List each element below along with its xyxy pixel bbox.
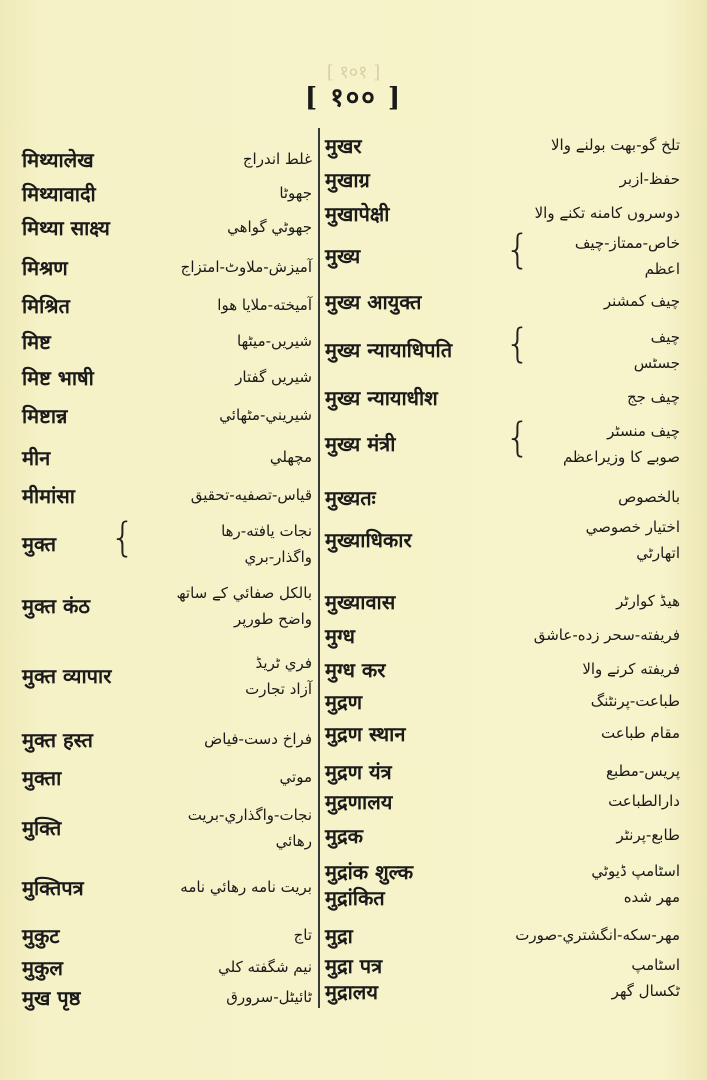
- entry-gloss: مچهلي: [269, 448, 312, 466]
- entry-headword: मीन: [22, 446, 51, 470]
- entry-gloss: بريت نامه رهائي نامه: [180, 878, 312, 896]
- entry-headword: मुद्रा: [325, 924, 353, 948]
- entry-gloss: طابع-پرنٹر: [616, 826, 680, 844]
- entry-headword: मिथ्यालेख: [22, 148, 94, 172]
- entry-gloss: اعظم: [644, 260, 680, 278]
- entry-gloss: فريفته-سحر زده-عاشق: [533, 626, 680, 644]
- entry-gloss: تاج: [293, 926, 312, 944]
- entry-gloss: واضح طورپر: [234, 610, 312, 628]
- entry-headword: मुकुट: [22, 924, 60, 948]
- entry-headword: मुख्य न्यायाधीश: [325, 386, 438, 410]
- entry-headword: मुख्याधिकार: [325, 528, 412, 552]
- entry-gloss: خاص-ممتاز-چيف: [574, 234, 680, 252]
- entry-gloss: هيڈ كوارٹر: [616, 592, 680, 610]
- grouping-brace: {: [505, 415, 531, 461]
- entry-gloss: فراخ دست-فياض: [204, 730, 312, 748]
- entry-gloss: شيريں گفتار: [235, 368, 312, 386]
- entry-gloss: اختيار خصوصي: [585, 518, 680, 536]
- entry-gloss: تلخ گو-بهت بولنے والا: [550, 136, 680, 154]
- entry-gloss: شيريني-مٹهائي: [219, 406, 312, 424]
- grouping-brace: {: [110, 515, 136, 561]
- entry-gloss: آميزش-ملاوٹ-امتزاج: [180, 258, 312, 276]
- entry-gloss: رهائي: [275, 832, 312, 850]
- right-column: [325, 128, 680, 1008]
- entry-headword: मुख्य मंत्री: [325, 432, 396, 456]
- entry-gloss: جسٹس: [633, 354, 680, 372]
- entry-headword: मुक्त हस्त: [22, 728, 93, 752]
- entry-headword: मुख्य: [325, 244, 361, 268]
- entry-gloss: اسٹامپ: [631, 956, 680, 974]
- page-number: [ १०० ]: [304, 83, 403, 113]
- entry-gloss: دوسروں كامنه تكنے والا: [534, 204, 680, 222]
- entry-gloss: قياس-تصفيه-تحقيق: [190, 486, 312, 504]
- entry-gloss: موتي: [279, 768, 312, 786]
- entry-headword: मुक्ता: [22, 766, 62, 790]
- entry-gloss: طباعت-پرنٹنگ: [590, 692, 680, 710]
- entry-gloss: مهر شده: [623, 888, 680, 906]
- entry-headword: मिष्ट: [22, 330, 51, 354]
- entry-gloss: بالكل صفائي كے ساتھ: [176, 584, 312, 602]
- entry-gloss: آزاد تجارت: [245, 680, 312, 698]
- entry-headword: मुख्य आयुक्त: [325, 290, 422, 314]
- entry-gloss: پريس-مطبع: [605, 762, 680, 780]
- entry-gloss: چيف: [650, 328, 680, 346]
- entry-headword: मुद्रणालय: [325, 790, 393, 814]
- entry-headword: मुखापेक्षी: [325, 202, 390, 226]
- entry-gloss: دارالطباعت: [608, 792, 680, 810]
- entry-headword: मुख्यतः: [325, 486, 376, 510]
- entry-headword: मुद्रालय: [325, 980, 378, 1004]
- entry-gloss: ٹائيٹل-سرورق: [226, 988, 312, 1006]
- entry-headword: मुखर: [325, 134, 362, 158]
- entry-gloss: فري ٹريڈ: [255, 654, 312, 672]
- entry-gloss: نجات يافته-رها: [221, 522, 312, 540]
- entry-headword: मिश्रण: [22, 256, 68, 280]
- entry-headword: मुख्य न्यायाधिपति: [325, 338, 453, 362]
- entry-headword: मिथ्यावादी: [22, 182, 96, 206]
- entry-headword: मुद्रण स्थान: [325, 722, 406, 746]
- entry-headword: मुक्तिपत्र: [22, 876, 84, 900]
- entry-gloss: نجات-واگذاري-بريت: [187, 806, 312, 824]
- entry-gloss: بالخصوص: [618, 488, 680, 506]
- entry-headword: मुखाग्र: [325, 168, 370, 192]
- entry-headword: मुक्ति: [22, 816, 62, 840]
- entry-gloss: واگذار-بري: [244, 548, 312, 566]
- entry-headword: मुक्त व्यापार: [22, 664, 112, 688]
- entry-gloss: مهر-سكه-انگشتري-صورت: [515, 926, 680, 944]
- entry-gloss: جھوٹي گواهي: [227, 218, 312, 236]
- entry-headword: मुद्रांक शुल्क: [325, 860, 414, 884]
- entry-headword: मुख पृष्ठ: [22, 986, 81, 1010]
- entry-gloss: ٹكسال گهر: [611, 982, 680, 1000]
- entry-headword: मुख्यावास: [325, 590, 396, 614]
- entry-gloss: فريفته كرنے والا: [582, 660, 680, 678]
- entry-headword: मुद्रण: [325, 690, 363, 714]
- entry-gloss: حفظ-ازبر: [619, 170, 680, 188]
- entry-headword: मुद्रा पत्र: [325, 954, 383, 978]
- entry-headword: मुद्रांकित: [325, 886, 385, 910]
- entry-headword: मुद्रक: [325, 824, 363, 848]
- entry-headword: मिष्ट भाषी: [22, 366, 94, 390]
- entry-gloss: جھوٹا: [279, 184, 312, 202]
- entry-gloss: آميخته-ملايا هوا: [217, 296, 312, 314]
- entry-headword: मिश्रित: [22, 294, 70, 318]
- entry-gloss: چيف كمشنر: [603, 292, 680, 310]
- entry-headword: मुद्रण यंत्र: [325, 760, 392, 784]
- entry-headword: मिष्टान्न: [22, 404, 68, 428]
- entry-gloss: اتهارٹي: [636, 544, 680, 562]
- column-divider: [318, 128, 320, 1008]
- bleed-through-page-number: [ १०१ ]: [326, 62, 381, 83]
- entry-headword: मुग्ध: [325, 624, 355, 648]
- entry-headword: मुग्ध कर: [325, 658, 386, 682]
- entry-headword: मिथ्या साक्ष्य: [22, 216, 110, 240]
- entry-gloss: مقام طباعت: [601, 724, 680, 742]
- entry-headword: मुकुल: [22, 956, 63, 980]
- entry-headword: मीमांसा: [22, 484, 75, 508]
- grouping-brace: {: [505, 321, 531, 367]
- entry-headword: मुक्त कंठ: [22, 594, 91, 618]
- entry-gloss: نيم شگفته كلي: [218, 958, 312, 976]
- entry-gloss: اسٹامپ ڈيوٹي: [591, 862, 680, 880]
- entry-headword: मुक्त: [22, 532, 57, 556]
- entry-gloss: چيف منسٹر: [607, 422, 680, 440]
- entry-gloss: شيريں-ميٹها: [237, 332, 312, 350]
- entry-gloss: چيف جج: [626, 388, 680, 406]
- grouping-brace: {: [505, 227, 531, 273]
- entry-gloss: غلط اندراج: [242, 150, 312, 168]
- left-column: [22, 128, 312, 1008]
- entry-gloss: صوبے كا وزيراعظم: [562, 448, 680, 466]
